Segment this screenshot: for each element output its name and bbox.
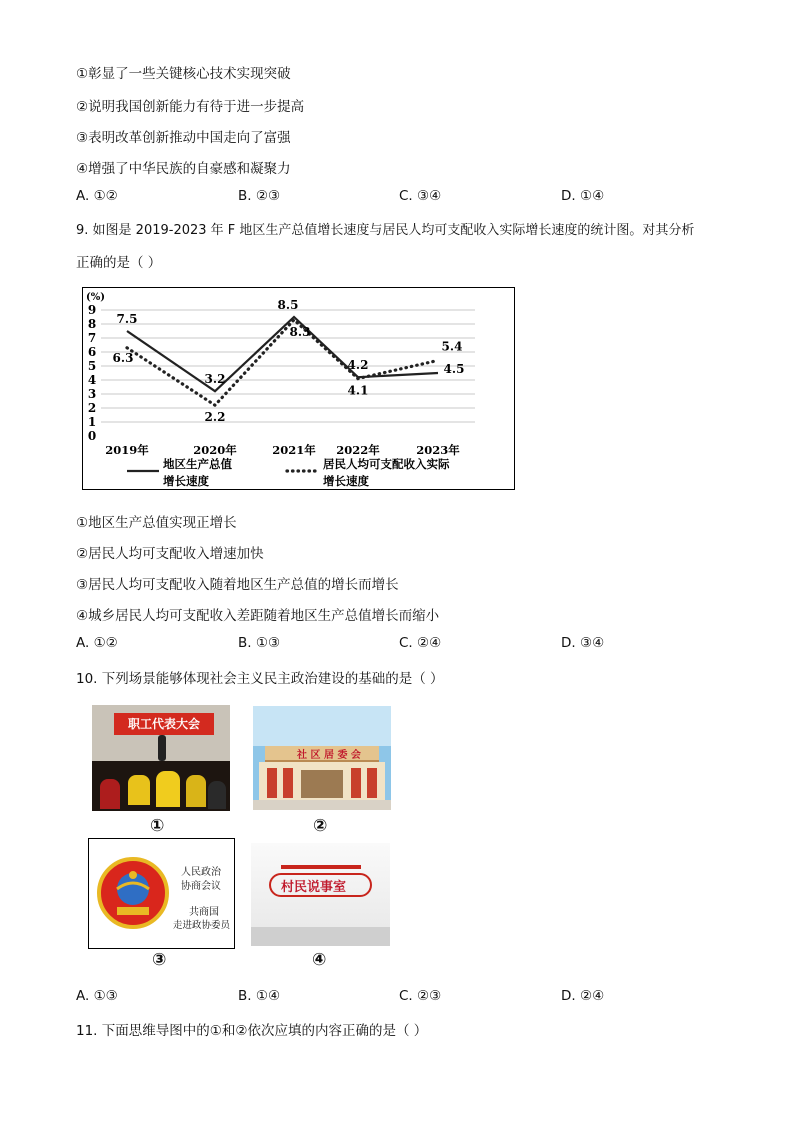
y-tick-label: 7 [87, 331, 97, 345]
x-tick-label: 2021年 [272, 443, 316, 457]
cppcc-text-4: 走进政协委员 [173, 920, 231, 931]
y-tick-label: 9 [87, 303, 97, 317]
y-tick-label: 4 [87, 373, 97, 387]
data-label: 4.5 [443, 362, 465, 376]
y-tick-label: 8 [87, 317, 97, 331]
image-label-3: ③ [152, 950, 167, 970]
chart-svg [83, 288, 516, 491]
q9-statement-3: ③居民人均可支配收入随着地区生产总值的增长而增长 [76, 577, 399, 593]
q9-statement-4: ④城乡居民人均可支配收入差距随着地区生产总值增长而缩小 [76, 608, 440, 624]
data-label: 6.3 [112, 350, 134, 365]
data-label: 2.2 [204, 410, 226, 425]
q9-option-b: B. ①③ [238, 635, 281, 651]
q8-option-c: C. ③④ [399, 188, 442, 204]
q9-stem-line1: 9. 如图是 2019-2023 年 F 地区生产总值增长速度与居民人均可支配收入实际增长速度的统计图。对其分析 [76, 223, 695, 238]
x-tick-label: 2023年 [416, 443, 460, 457]
y-axis-unit: (%) [86, 292, 105, 303]
q9-option-c: C. ②④ [399, 635, 442, 651]
q9-option-a: A. ①② [76, 635, 118, 651]
q10-stem: 10. 下列场景能够体现社会主义民主政治建设的基础的是（ ） [76, 671, 444, 687]
y-tick-label: 3 [87, 387, 97, 401]
q9-option-d: D. ③④ [561, 635, 605, 651]
x-tick-label: 2022年 [336, 443, 380, 457]
committee-sign: 社 区 居 委 会 [297, 750, 361, 761]
banner-text: 职工代表大会 [114, 713, 214, 735]
q9-stem-line2: 正确的是（ ） [76, 255, 162, 271]
q9-statement-1: ①地区生产总值实现正增长 [76, 515, 237, 531]
y-tick-label: 6 [87, 345, 97, 359]
q8-statement-3: ③表明改革创新推动中国走向了富强 [76, 130, 291, 146]
q9-statement-2: ②居民人均可支配收入增速加快 [76, 546, 264, 562]
y-tick-label: 1 [87, 415, 97, 429]
data-label: 4.2 [347, 358, 369, 373]
workers-congress-photo [92, 705, 230, 811]
data-label: 7.5 [116, 312, 138, 326]
q10-option-b: B. ①④ [238, 988, 281, 1004]
legend-label-2a: 居民人均可支配收入实际 [323, 457, 450, 471]
q8-option-a: A. ①② [76, 188, 118, 204]
x-tick-label: 2019年 [105, 443, 149, 457]
y-tick-label: 0 [87, 429, 97, 443]
image-label-1: ① [150, 816, 165, 836]
data-label: 3.2 [204, 372, 226, 387]
image-label-4: ④ [312, 950, 327, 970]
cppcc-text-3: 共商国 [189, 907, 219, 918]
legend-label-2b: 增长速度 [323, 474, 369, 488]
q10-option-d: D. ②④ [561, 988, 605, 1004]
q10-option-c: C. ②③ [399, 988, 442, 1004]
community-committee-photo [253, 706, 391, 810]
q8-option-d: D. ①④ [561, 188, 605, 204]
data-label: 8.3 [289, 324, 311, 339]
data-label: 4.1 [347, 383, 369, 398]
village-discussion-photo [251, 843, 390, 946]
q8-option-b: B. ②③ [238, 188, 281, 204]
village-room-sign: 村民说事室 [281, 880, 347, 895]
q10-option-a: A. ①③ [76, 988, 118, 1004]
q8-statement-1: ①彰显了一些关键核心技术实现突破 [76, 66, 291, 82]
data-label: 5.4 [441, 339, 463, 354]
q8-statement-4: ④增强了中华民族的自豪感和凝聚力 [76, 161, 291, 177]
growth-chart [82, 287, 515, 490]
cppcc-text-2: 协商会议 [181, 881, 221, 892]
data-label: 8.5 [277, 298, 299, 312]
cppcc-emblem-icon [95, 855, 171, 931]
cppcc-card [88, 838, 235, 949]
y-tick-label: 2 [87, 401, 97, 415]
cppcc-text-1: 人民政治 [181, 867, 221, 878]
image-label-2: ② [313, 816, 328, 836]
q11-stem: 11. 下面思维导图中的①和②依次应填的内容正确的是（ ） [76, 1023, 428, 1039]
q8-statement-2: ②说明我国创新能力有待于进一步提高 [76, 99, 305, 115]
legend-label-1b: 增长速度 [163, 474, 209, 488]
y-tick-label: 5 [87, 359, 97, 373]
legend-label-1a: 地区生产总值 [163, 457, 232, 471]
x-tick-label: 2020年 [193, 443, 237, 457]
